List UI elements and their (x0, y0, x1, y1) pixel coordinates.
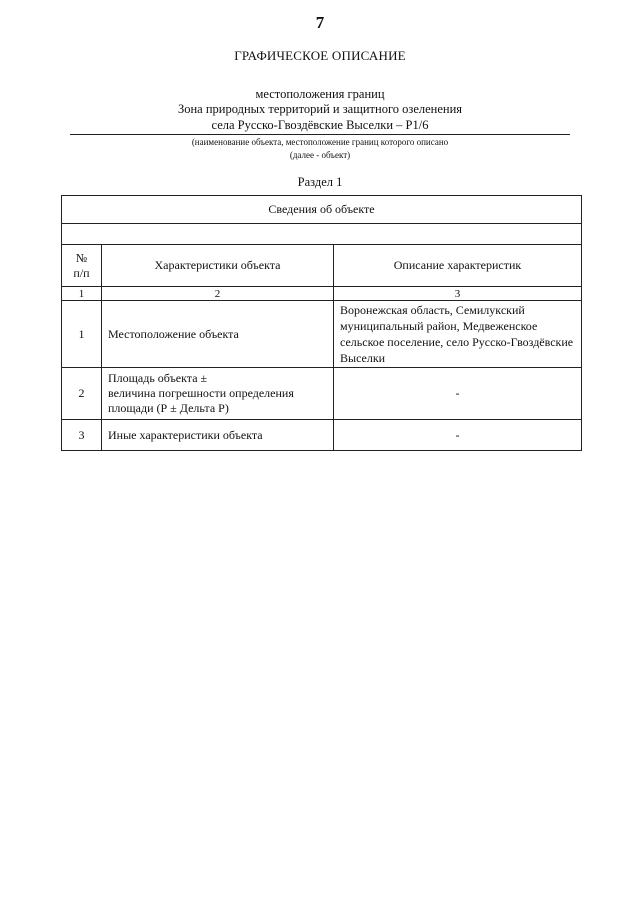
column-header-number (62, 245, 102, 287)
column-number-row (62, 287, 582, 301)
table-row (62, 301, 582, 368)
row-number: 2 (62, 368, 102, 420)
subtitle-line-3: села Русско-Гвоздёвские Выселки – Р1/6 (211, 118, 429, 132)
subtitle-line-2: Зона природных территорий и защитного озеленения (177, 102, 463, 116)
note-line-1: (наименование объекта, местоположение границ которого описано (191, 137, 449, 147)
row-characteristic-line2: величина погрешности определения (108, 386, 294, 400)
row-description: Воронежская область, Семилукский муниципальный район, Медвеженское сельское поселение, село Русско-Гвоздёвские Выселки (334, 301, 582, 368)
column-number: 2 (102, 287, 334, 301)
row-characteristic-line1: Площадь объекта ± (108, 371, 208, 385)
table-header: Сведения об объекте (62, 196, 582, 224)
row-description: - (334, 368, 582, 420)
row-characteristic: Местоположение объекта (102, 301, 334, 368)
row-characteristic: Иные характеристики объекта (102, 420, 334, 451)
row-description: - (334, 420, 582, 451)
column-header-row (62, 245, 582, 287)
column-header-number-line1: № (75, 250, 88, 265)
page-number: 7 (315, 13, 325, 32)
table-row (62, 420, 582, 451)
column-number: 1 (62, 287, 102, 301)
table-row (62, 368, 582, 420)
table-empty-row (62, 224, 582, 245)
empty-cell (62, 224, 582, 245)
column-header-characteristics: Характеристики объекта (102, 245, 334, 287)
column-header-description: Описание характеристик (334, 245, 582, 287)
row-characteristic (102, 368, 334, 420)
row-number: 1 (62, 301, 102, 368)
note-line-2: (далее - объект) (289, 150, 351, 160)
section-heading: Раздел 1 (297, 175, 343, 189)
object-info-table (61, 195, 582, 451)
row-characteristic-line3: площади (Р ± Дельта Р) (108, 401, 229, 415)
row-number: 3 (62, 420, 102, 451)
table-header-row (62, 196, 582, 224)
subtitle-line-1: местоположения границ (255, 87, 385, 101)
title-underline (70, 134, 570, 135)
document-title: ГРАФИЧЕСКОЕ ОПИСАНИЕ (234, 48, 406, 63)
column-number: 3 (334, 287, 582, 301)
column-header-number-line2: п/п (73, 265, 90, 280)
